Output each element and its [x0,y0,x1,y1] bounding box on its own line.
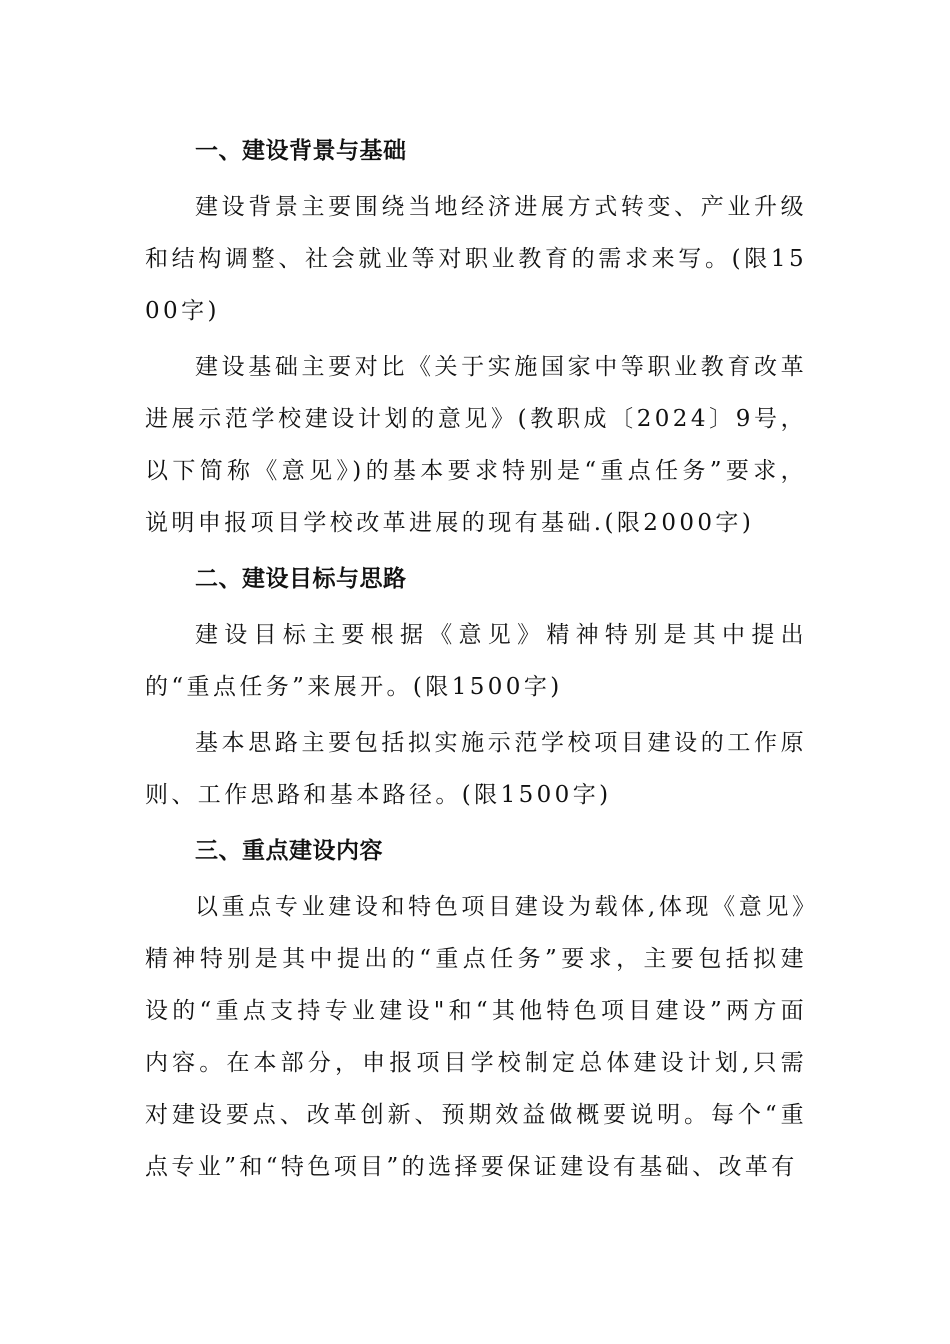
paragraph-key-construction: 以重点专业建设和特色项目建设为载体,体现《意见》精神特别是其中提出的“重点任务”要求，主要包括拟建设的“重点支持专业建设"和“其他特色项目建设”两方面内容。在本部分，申报项目学校制定总体建设计划,只需对建设要点、改革创新、预期效益做概要说明。每个“重点专业”和“特色项目”的选择要保证建设有基础、改革有 [145,894,807,1180]
section-heading: 一、建设背景与基础 [195,138,407,164]
section-goals-approach [145,553,807,821]
paragraph-approach: 基本思路主要包括拟实施示范学校项目建设的工作原则、工作思路和基本路径。(限1500字) [145,730,807,808]
paragraph-goals: 建设目标主要根据《意见》精神特别是其中提出的“重点任务”来展开。(限1500字) [145,622,807,700]
section-key-construction [145,825,807,1193]
document-body [145,125,807,1197]
section-heading: 三、重点建设内容 [195,838,383,864]
paragraph-foundation: 建设基础主要对比《关于实施国家中等职业教育改革进展示范学校建设计划的意见》(教职成〔2024〕9号，以下简称《意见》)的基本要求特别是“重点任务”要求，说明申报项目学校改革进展的现有基础.(限2000字) [145,354,807,536]
section-background-foundation [145,125,807,549]
section-heading: 二、建设目标与思路 [195,566,407,592]
paragraph-background: 建设背景主要围绕当地经济进展方式转变、产业升级和结构调整、社会就业等对职业教育的需求来写。(限1500字) [145,194,807,324]
